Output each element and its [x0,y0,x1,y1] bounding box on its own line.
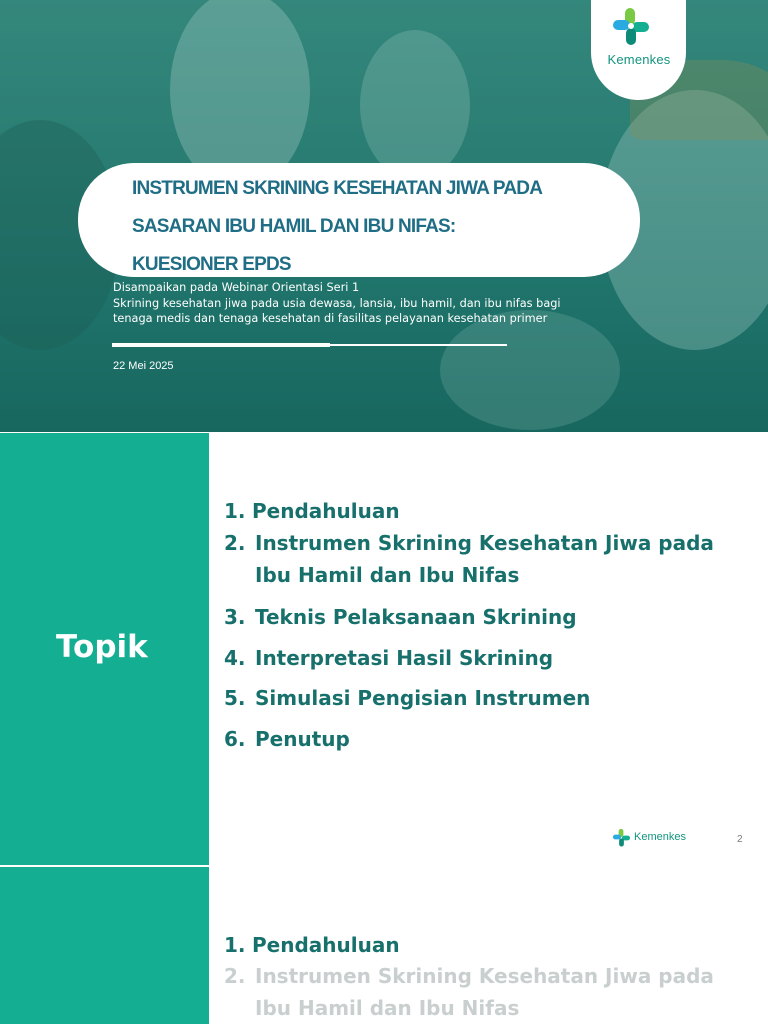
kemenkes-logo-badge [591,0,686,100]
topic-number-5: 5. [224,686,246,710]
side-panel [0,867,209,1024]
kemenkes-logo-icon [612,828,631,848]
topic-number-6: 6. [224,727,246,751]
topics-slide [0,433,768,865]
kemenkes-logo-icon [611,6,651,48]
topic-number-2: 2. [224,531,246,555]
topic-label-2-cont: Ibu Hamil dan Ibu Nifas [255,996,520,1020]
topic-label-2: Instrumen Skrining Kesehatan Jiwa pada [255,964,714,988]
cover-slide [0,0,768,432]
footer-logo [612,828,702,848]
title-line-2: SASARAN IBU HAMIL DAN IBU NIFAS: [132,216,456,237]
topic-number-1: 1. [224,933,246,957]
topic-label-3: Teknis Pelaksanaan Skrining [255,605,577,629]
topic-number-1: 1. [224,499,246,523]
topic-label-2-cont: Ibu Hamil dan Ibu Nifas [255,563,520,587]
title-line-3: KUESIONER EPDS [132,254,291,275]
topic-label-5: Simulasi Pengisian Instrumen [255,686,591,710]
topic-label-1: Pendahuluan [252,499,400,523]
slide-heading: Topik [56,629,148,665]
topic-number-2: 2. [224,964,246,988]
topic-label-1: Pendahuluan [252,933,400,957]
divider-thin [330,344,507,346]
topic-label-4: Interpretasi Hasil Skrining [255,646,554,670]
presentation-date: 22 Mei 2025 [113,360,174,372]
topic-label-6: Penutup [255,727,350,751]
page-number: 2 [737,834,743,845]
title-line-1: INSTRUMEN SKRINING KESEHATAN JIWA PADA [132,178,543,199]
topic-label-2: Instrumen Skrining Kesehatan Jiwa pada [255,531,714,555]
subtitle-line-2: Skrining kesehatan jiwa pada usia dewasa, lansia, ibu hamil, dan ibu nifas bagi [113,297,561,310]
logo-text: Kemenkes [607,52,671,67]
divider-thick [112,343,330,347]
topic-number-3: 3. [224,605,246,629]
topic-number-4: 4. [224,646,246,670]
subtitle-line-1: Disampaikan pada Webinar Orientasi Seri 1 [113,281,360,294]
topics-slide-partial [0,867,768,1024]
subtitle-line-3: tenaga medis dan tenaga kesehatan di fasilitas pelayanan kesehatan primer [113,312,548,325]
footer-logo-text: Kemenkes [634,831,686,843]
